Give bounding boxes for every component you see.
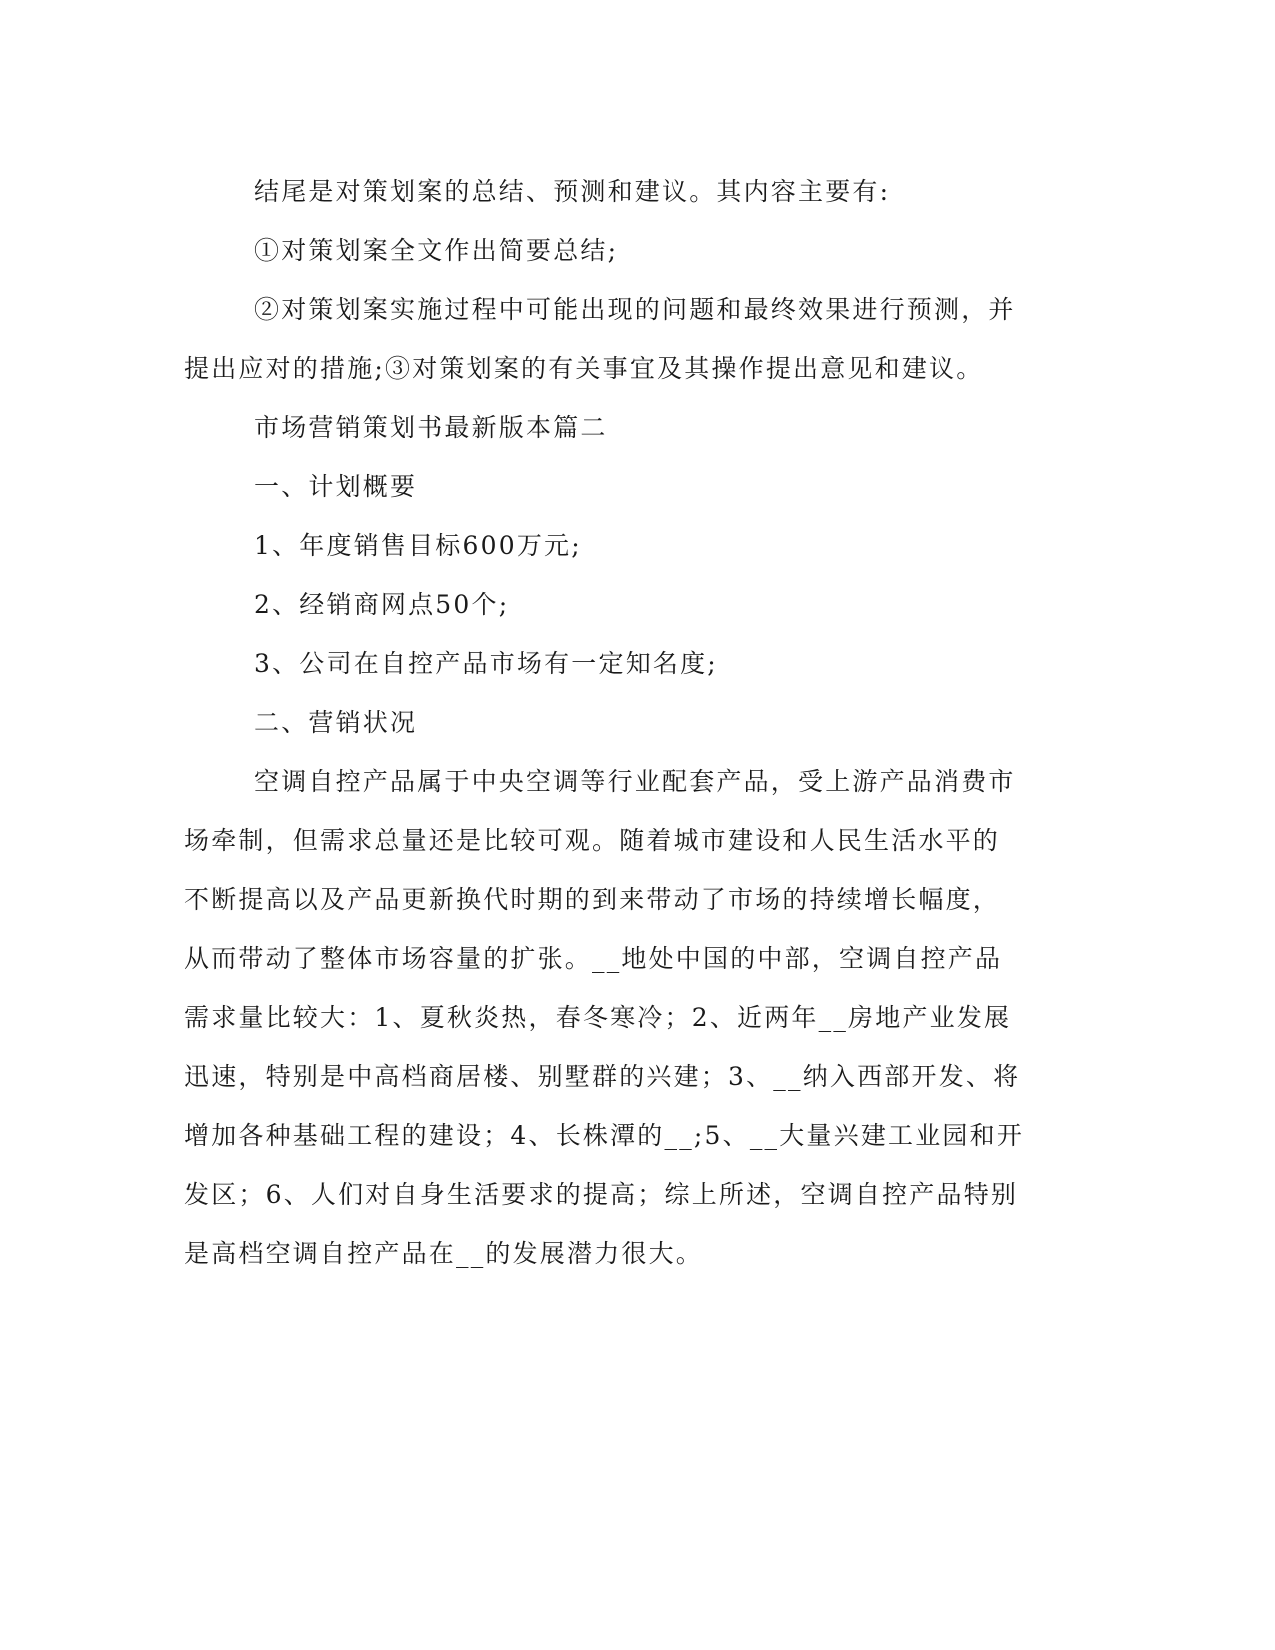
marketing-paragraph-line: 是高档空调自控产品在__的发展潜力很大。 xyxy=(184,1239,704,1268)
conclusion-point-2-continued: 提出应对的措施;③对策划案的有关事宜及其操作提出意见和建议。 xyxy=(184,354,984,383)
document-body xyxy=(184,162,1064,1283)
marketing-paragraph-line: 迅速，特别是中高档商居楼、别墅群的兴建；3、__纳入西部开发、将 xyxy=(184,1062,1021,1091)
conclusion-point-2: ②对策划案实施过程中可能出现的问题和最终效果进行预测，并 xyxy=(254,295,1016,324)
plan-item-2: 2、经销商网点50个; xyxy=(254,590,510,619)
marketing-paragraph-line: 需求量比较大：1、夏秋炎热，春冬寒冷；2、近两年__房地产业发展 xyxy=(184,1003,1012,1032)
section-heading-part-two: 市场营销策划书最新版本篇二 xyxy=(254,413,608,442)
marketing-paragraph-line: 发区；6、人们对自身生活要求的提高；综上所述，空调自控产品特别 xyxy=(184,1180,1019,1209)
marketing-paragraph-line: 不断提高以及产品更新换代时期的到来带动了市场的持续增长幅度， xyxy=(184,885,1001,914)
plan-item-3: 3、公司在自控产品市场有一定知名度; xyxy=(254,649,718,678)
marketing-paragraph-line: 空调自控产品属于中央空调等行业配套产品，受上游产品消费市 xyxy=(254,767,1016,796)
heading-plan-summary: 一、计划概要 xyxy=(254,472,418,501)
marketing-paragraph-line: 从而带动了整体市场容量的扩张。__地处中国的中部，空调自控产品 xyxy=(184,944,1003,973)
marketing-paragraph-line: 场牵制，但需求总量还是比较可观。随着城市建设和人民生活水平的 xyxy=(184,826,1001,855)
paragraph-conclusion-intro: 结尾是对策划案的总结、预测和建议。其内容主要有: xyxy=(254,177,891,206)
conclusion-point-1: ①对策划案全文作出简要总结; xyxy=(254,236,619,265)
plan-item-1: 1、年度销售目标600万元; xyxy=(254,531,582,560)
marketing-paragraph-line: 增加各种基础工程的建设；4、长株潭的__;5、__大量兴建工业园和开 xyxy=(184,1121,1025,1150)
heading-marketing-status: 二、营销状况 xyxy=(254,708,418,737)
